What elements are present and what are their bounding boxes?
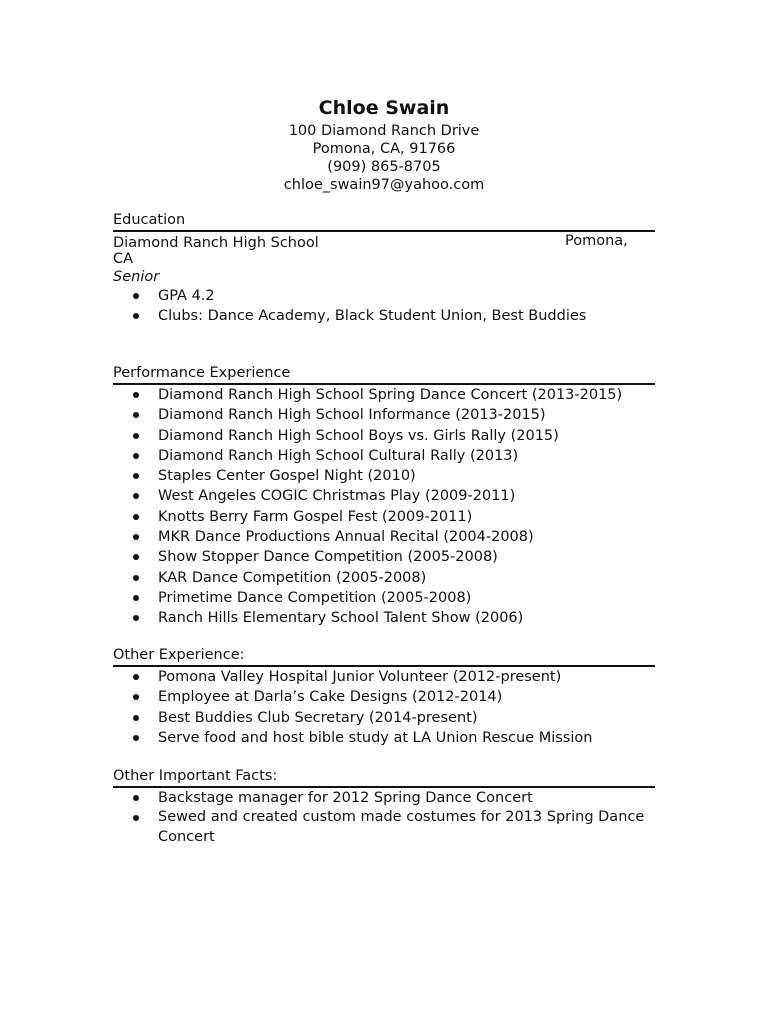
school-city: Pomona,	[565, 233, 628, 249]
candidate-name: Chloe Swain	[318, 97, 450, 119]
bullet-icon	[133, 554, 139, 560]
bullet-icon	[133, 795, 139, 801]
bullet-icon	[133, 514, 139, 520]
other-experience-heading: Other Experience:	[113, 646, 655, 667]
performance-heading: Performance Experience	[113, 364, 655, 385]
list-item: GPA 4.2	[113, 286, 655, 306]
important-facts-heading: Other Important Facts:	[113, 767, 655, 788]
performance-list	[113, 385, 655, 629]
list-item: Clubs: Dance Academy, Black Student Union, Best Buddies	[113, 306, 655, 326]
bullet-icon	[133, 674, 139, 680]
address-line-2: Pomona, CA, 91766	[312, 141, 456, 157]
school-name: Diamond Ranch High School	[113, 235, 319, 251]
school-row	[113, 232, 655, 250]
bullet-icon	[133, 694, 139, 700]
address-line-1: 100 Diamond Ranch Drive	[288, 123, 480, 139]
list-item: Knotts Berry Farm Gospel Fest (2009-2011)	[113, 507, 655, 527]
bullet-icon	[133, 412, 139, 418]
important-facts-list	[113, 788, 655, 847]
bullet-icon	[133, 473, 139, 479]
school-state: CA	[113, 251, 134, 267]
bullet-icon	[133, 815, 139, 821]
other-experience-section	[113, 646, 655, 748]
list-item: Primetime Dance Competition (2005-2008)	[113, 588, 655, 608]
bullet-icon	[133, 293, 139, 299]
important-facts-section	[113, 767, 655, 847]
list-item: Best Buddies Club Secretary (2014-present)	[113, 708, 655, 728]
other-experience-list	[113, 667, 655, 748]
list-item: MKR Dance Productions Annual Recital (2004-2008)	[113, 527, 655, 547]
list-item: Show Stopper Dance Competition (2005-2008)	[113, 547, 655, 567]
list-item: West Angeles COGIC Christmas Play (2009-2011)	[113, 486, 655, 506]
list-item: Pomona Valley Hospital Junior Volunteer (2012-present)	[113, 667, 655, 687]
resume-header	[0, 94, 768, 194]
bullet-icon	[133, 575, 139, 581]
bullet-icon	[133, 493, 139, 499]
list-item: KAR Dance Competition (2005-2008)	[113, 568, 655, 588]
class-standing: Senior	[113, 269, 160, 285]
list-item: Diamond Ranch High School Spring Dance Concert (2013-2015)	[113, 385, 655, 405]
list-item: Diamond Ranch High School Informance (2013-2015)	[113, 405, 655, 425]
list-item: Employee at Darla’s Cake Designs (2012-2014)	[113, 687, 655, 707]
email-address: chloe_swain97@yahoo.com	[283, 177, 485, 193]
bullet-icon	[133, 715, 139, 721]
education-list	[113, 286, 655, 327]
list-item: Diamond Ranch High School Cultural Rally (2013)	[113, 446, 655, 466]
bullet-icon	[133, 595, 139, 601]
list-item: Ranch Hills Elementary School Talent Show (2006)	[113, 608, 655, 628]
bullet-icon	[133, 453, 139, 459]
list-item: Backstage manager for 2012 Spring Dance Concert	[113, 788, 655, 808]
bullet-icon	[133, 313, 139, 319]
list-item: Sewed and created custom made costumes for 2013 Spring Dance Concert	[113, 808, 655, 847]
bullet-icon	[133, 433, 139, 439]
list-item: Staples Center Gospel Night (2010)	[113, 466, 655, 486]
education-section	[113, 211, 655, 327]
list-item: Diamond Ranch High School Boys vs. Girls Rally (2015)	[113, 426, 655, 446]
list-item: Serve food and host bible study at LA Union Rescue Mission	[113, 728, 655, 748]
phone-number: (909) 865-8705	[327, 159, 441, 175]
bullet-icon	[133, 615, 139, 621]
performance-section	[113, 364, 655, 629]
bullet-icon	[133, 735, 139, 741]
bullet-icon	[133, 534, 139, 540]
bullet-icon	[133, 392, 139, 398]
education-heading: Education	[113, 211, 655, 232]
